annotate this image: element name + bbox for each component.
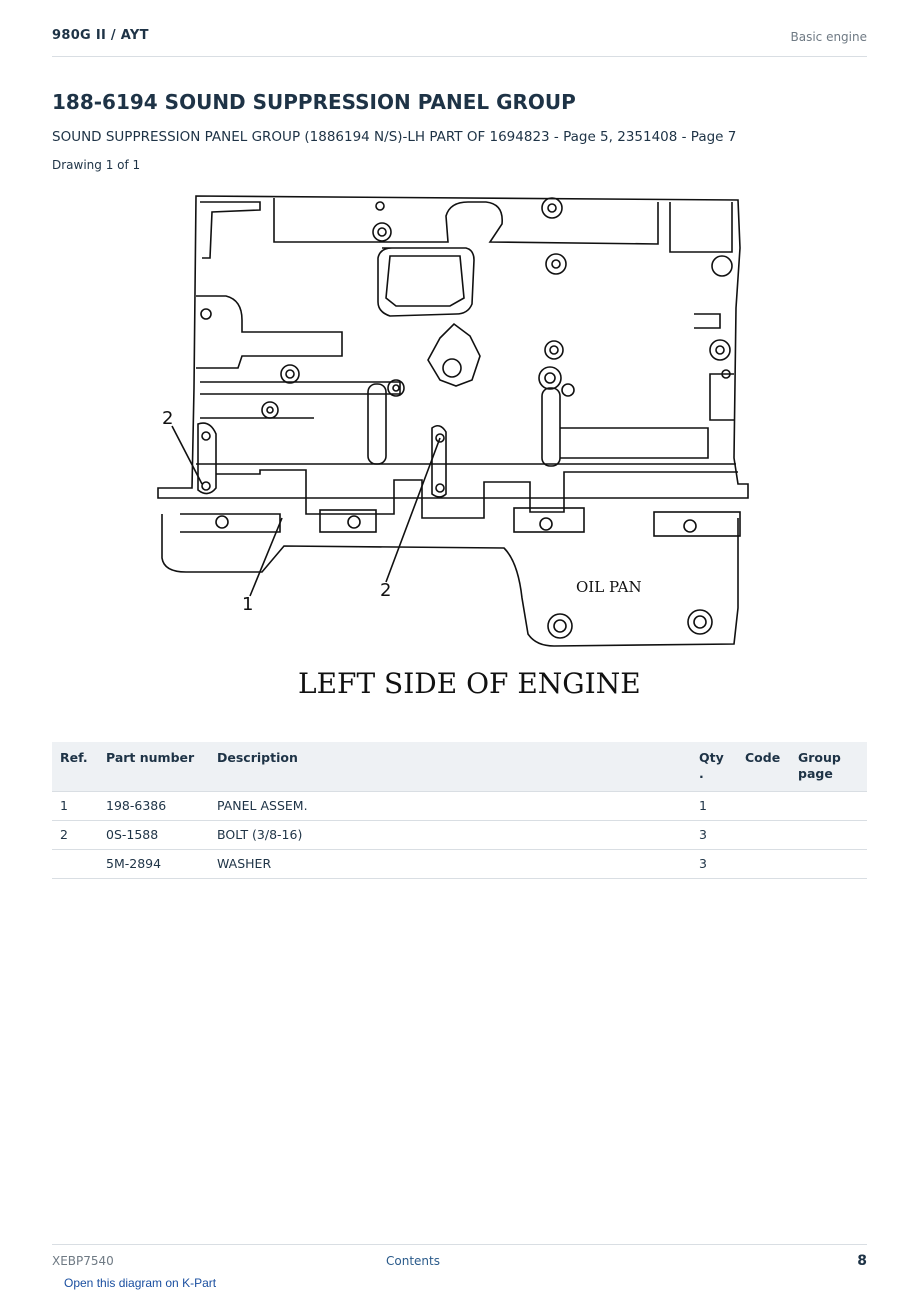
document-code: XEBP7540 [52, 1254, 114, 1268]
col-code: Code [737, 742, 790, 792]
parts-table [52, 742, 867, 879]
cell-description: WASHER [209, 850, 691, 879]
cell-code [737, 850, 790, 879]
cell-part-number: 198-6386 [98, 792, 209, 821]
col-description: Description [209, 742, 691, 792]
page-title: 188-6194 SOUND SUPPRESSION PANEL GROUP [52, 90, 576, 114]
col-ref: Ref. [52, 742, 98, 792]
section-name: Basic engine [790, 30, 867, 44]
cell-code [737, 821, 790, 850]
callout-2-left: 2 [162, 408, 174, 429]
cell-part-number: 0S-1588 [98, 821, 209, 850]
cell-ref: 1 [52, 792, 98, 821]
cell-group-page [790, 850, 867, 879]
cell-ref: 2 [52, 821, 98, 850]
cell-ref [52, 850, 98, 879]
table-row [52, 792, 867, 821]
page-subtitle: SOUND SUPPRESSION PANEL GROUP (1886194 N/S)-LH PART OF 1694823 - Page 5, 2351408 - Page 7 [52, 129, 737, 145]
callout-1: 1 [242, 594, 254, 615]
contents-link[interactable]: Contents [386, 1254, 440, 1268]
callout-2-center: 2 [380, 580, 392, 601]
table-row [52, 850, 867, 879]
cell-description: BOLT (3/8-16) [209, 821, 691, 850]
engine-diagram [150, 188, 770, 728]
page-footer [52, 1244, 867, 1275]
page-header [52, 28, 867, 57]
cell-qty: 3 [691, 821, 737, 850]
engine-block-outline [158, 196, 748, 498]
cell-code [737, 792, 790, 821]
table-header-row [52, 742, 867, 792]
machine-model: 980G II / AYT [52, 28, 149, 43]
cell-description: PANEL ASSEM. [209, 792, 691, 821]
col-qty: Qty . [691, 742, 737, 792]
col-group-page: Group page [790, 742, 867, 792]
col-part-number: Part number [98, 742, 209, 792]
cell-qty: 1 [691, 792, 737, 821]
sound-panel [216, 470, 738, 518]
drawing-count: Drawing 1 of 1 [52, 158, 141, 172]
table-row [52, 821, 867, 850]
page-number: 8 [857, 1253, 867, 1269]
cell-group-page [790, 821, 867, 850]
oil-pan [162, 514, 738, 646]
cell-group-page [790, 792, 867, 821]
cell-qty: 3 [691, 850, 737, 879]
cell-part-number: 5M-2894 [98, 850, 209, 879]
diagram-caption: LEFT SIDE OF ENGINE [298, 667, 641, 700]
open-kpart-link[interactable]: Open this diagram on K-Part [64, 1276, 217, 1290]
oil-pan-label: OIL PAN [576, 578, 642, 596]
